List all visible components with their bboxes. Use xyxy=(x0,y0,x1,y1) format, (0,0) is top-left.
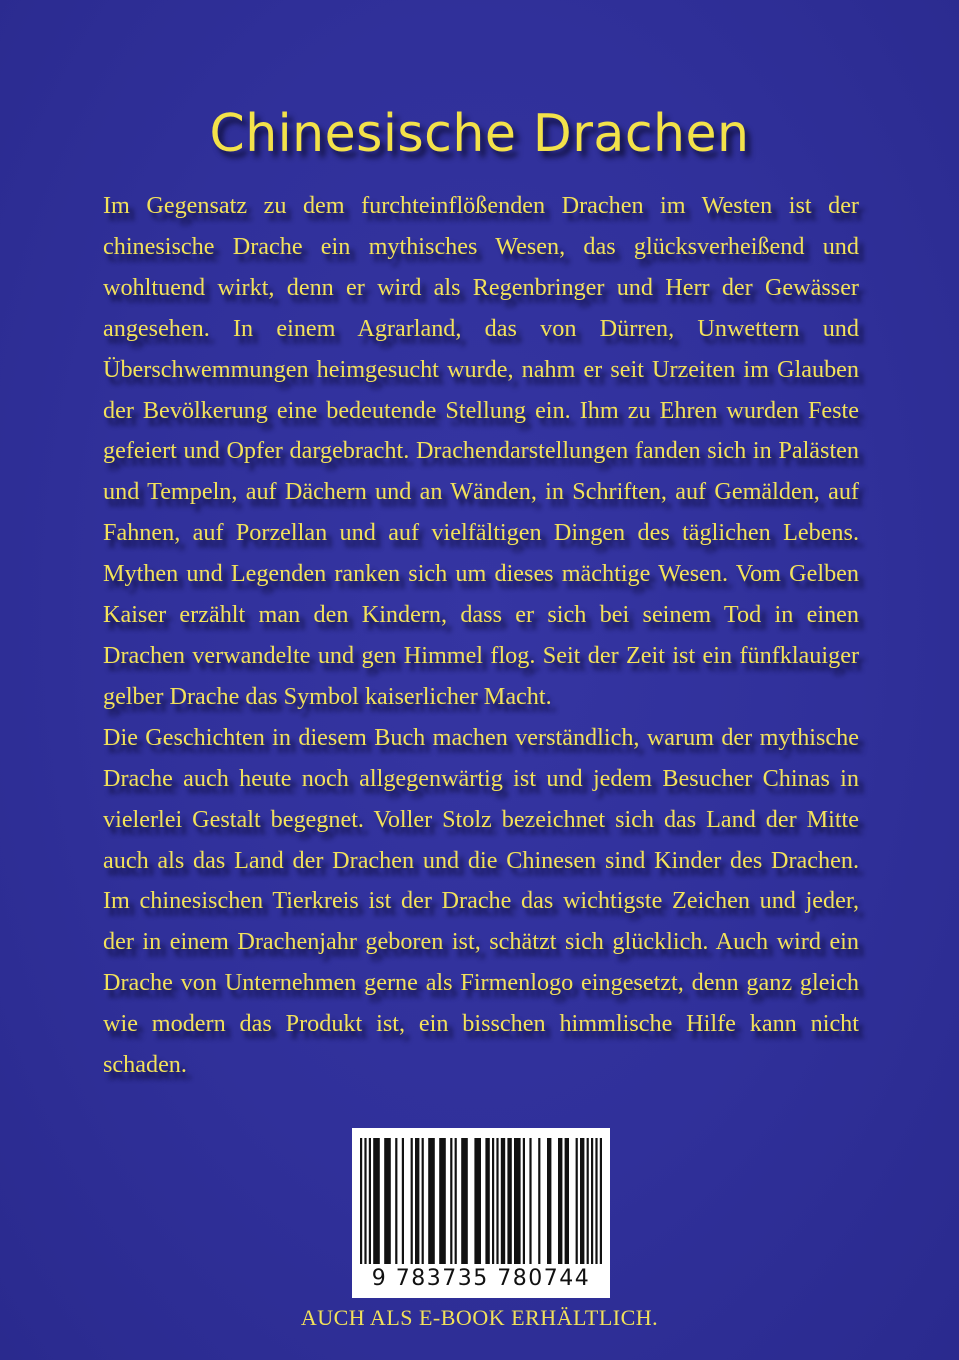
barcode-bar xyxy=(395,1138,397,1264)
isbn-barcode xyxy=(352,1128,610,1298)
barcode-bar xyxy=(474,1138,481,1264)
barcode-bar xyxy=(507,1138,511,1264)
barcode-bar xyxy=(595,1138,597,1264)
barcode-bar xyxy=(501,1138,505,1264)
barcode-bar xyxy=(576,1138,578,1264)
barcode-bar xyxy=(529,1138,531,1264)
barcode-bar xyxy=(600,1138,602,1264)
barcode-bar xyxy=(384,1138,391,1264)
barcode-bar xyxy=(558,1138,562,1264)
barcode-bars xyxy=(360,1138,602,1264)
barcode-bar xyxy=(364,1138,366,1264)
barcode-bar xyxy=(428,1138,435,1264)
barcode-bar xyxy=(580,1138,584,1264)
barcode-bar xyxy=(485,1138,489,1264)
barcode-bar xyxy=(450,1138,452,1264)
barcode-bar xyxy=(591,1138,593,1264)
barcode-bar xyxy=(461,1138,468,1264)
barcode-bar xyxy=(496,1138,498,1264)
barcode-bar xyxy=(455,1138,457,1264)
barcode-bar xyxy=(439,1138,446,1264)
barcode-bar xyxy=(369,1138,371,1264)
barcode-bar xyxy=(373,1138,380,1264)
barcode-bar xyxy=(360,1138,362,1264)
barcode-bar xyxy=(587,1138,589,1264)
blurb-text xyxy=(103,186,859,1086)
barcode-bar xyxy=(547,1138,551,1264)
barcode-bar xyxy=(565,1138,569,1264)
blurb-paragraph-2: Die Geschichten in diesem Buch machen verständlich, warum der mythische Drache auch heute noch allgegenwärtig ist und jedem Besucher Chinas in vielerlei Gestalt begegnet. Voller Stolz bezeichnet sich das Land der Mitte auch als das Land der Drachen und die Chinesen sind Kinder des Drachen. Im chinesischen Tierkreis ist der Drache das wichtigste Zeichen und jeder, der in einem Drachenjahr geboren ist, schätzt sich glücklich. Auch wird ein Drache von Unternehmen gerne als Firmenlogo eingesetzt, denn ganz gleich wie modern das Produkt ist, ein bisschen himmlische Hilfe kann nicht schaden. xyxy=(103,723,859,1079)
barcode-bar xyxy=(422,1138,424,1264)
blurb-paragraph-1: Im Gegensatz zu dem furchteinflößenden Drachen im Westen ist der chinesische Drache ein mythisches Wesen, das glücksverheißend und wohltuend wirkt, denn er wird als Regenbringer und Herr der Gewässer angesehen. In einem Agrarland, das von Dürren, Unwettern und Überschwemmungen heimgesucht wurde, nahm er seit Urzeiten im Glauben der Bevölkerung eine bedeutende Stellung ein. Ihm zu Ehren wurden Feste gefeiert und Opfer dargebracht. Drachendarstellungen fanden sich in Palästen und Tempeln, auf Dächern und an Wänden, in Schriften, auf Gemälden, auf Fahnen, auf Porzellan und auf vielfältigen Dingen des täglichen Lebens. Mythen und Legenden ranken sich um dieses mächtige Wesen. Vom Gelben Kaiser erzählt man den Kindern, dass er sich bei seinem Tod in einen Drachen verwandelte und gen Himmel flog. Seit der Zeit ist ein fünfklauiger gelber Drache das Symbol kaiserlicher Macht. xyxy=(103,192,859,710)
barcode-bar xyxy=(523,1138,525,1264)
barcode-bar xyxy=(514,1138,521,1264)
barcode-bar xyxy=(402,1138,404,1264)
cover-title: Chinesische Drachen xyxy=(209,104,750,164)
barcode-bar xyxy=(538,1138,540,1264)
barcode-bar xyxy=(415,1138,419,1264)
ebook-note: AUCH ALS E-BOOK ERHÄLTLICH. xyxy=(300,1305,659,1330)
isbn-number: 9 783735 780744 xyxy=(371,1266,591,1291)
barcode-bar xyxy=(411,1138,413,1264)
barcode-bar xyxy=(492,1138,494,1264)
